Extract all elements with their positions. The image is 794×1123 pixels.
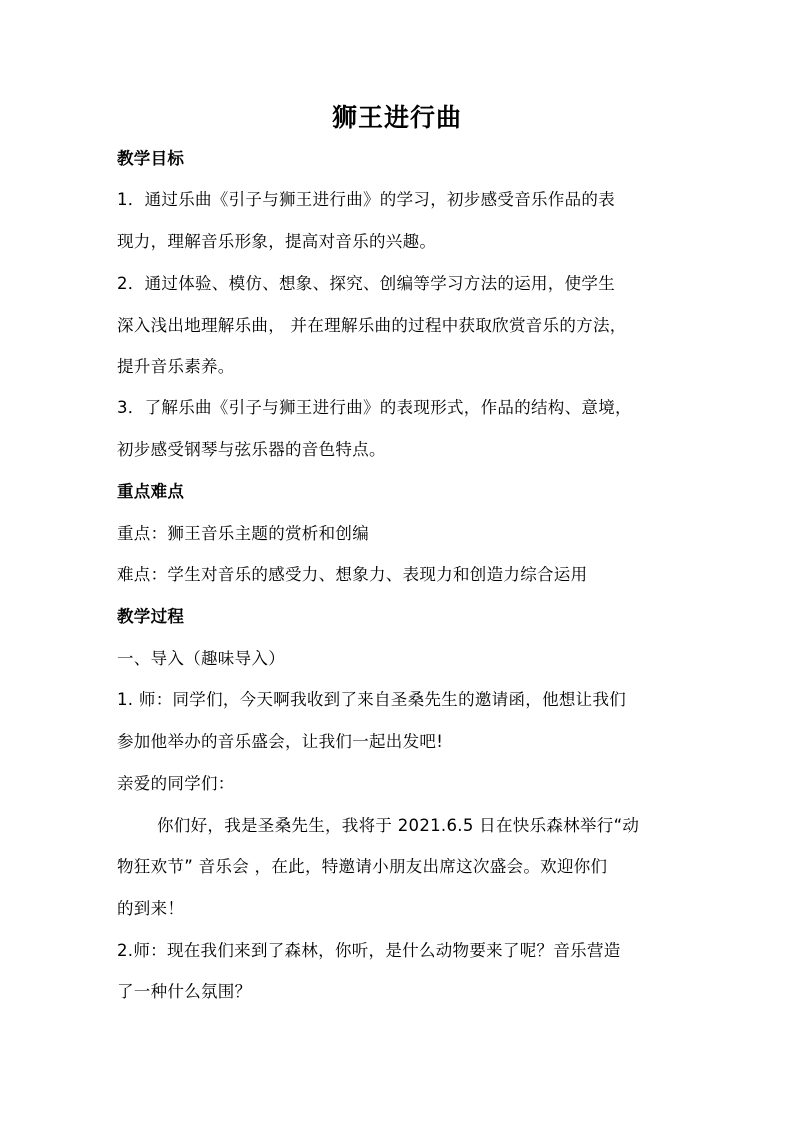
section-heading-process: 教学过程 [117,607,185,626]
objective-line: 深入浅出地理解乐曲， 并在理解乐曲的过程中获取欣赏音乐的方法， [117,316,627,335]
process-line: 1. 师：同学们，今天啊我收到了来自圣桑先生的邀请函，他想让我们 [117,690,627,709]
process-line: 一、导入（趣味导入） [117,649,285,668]
objective-line: 2．通过体验、模仿、想象、探究、创编等学习方法的运用，使学生 [117,274,615,293]
letter-greeting: 亲爱的同学们： [117,774,235,793]
key-point-line: 重点：狮王音乐主题的赏析和创编 [117,524,369,543]
letter-body-line: 物狂欢节” 音乐会 ，在此，特邀请小朋友出席这次盛会。欢迎你们 [117,857,608,876]
process-line: 2.师：现在我们来到了森林，你听，是什么动物要来了呢？音乐营造 [117,941,621,960]
objective-line: 初步感受钢琴与弦乐器的音色特点。 [117,440,386,459]
process-line: 参加他举办的音乐盛会，让我们一起出发吧! [117,732,444,751]
objective-line: 现力，理解音乐形象，提高对音乐的兴趣。 [117,232,437,251]
objective-line: 1．通过乐曲《引子与狮王进行曲》的学习，初步感受音乐作品的表 [117,190,615,209]
difficulty-line: 难点：学生对音乐的感受力、想象力、表现力和创造力综合运用 [117,565,588,584]
objective-line: 提升音乐素养。 [117,357,235,376]
section-heading-key-points: 重点难点 [117,482,185,501]
letter-body-line: 的到来！ [117,899,185,918]
section-heading-objectives: 教学目标 [117,149,185,168]
objective-line: 3．了解乐曲《引子与狮王进行曲》的表现形式，作品的结构、意境， [117,398,632,417]
document-title: 狮王进行曲 [331,103,462,132]
process-line: 了一种什么氛围？ [117,982,252,1001]
letter-body-line: 你们好，我是圣桑先生，我将于 2021.6.5 日在快乐森林举行“动 [157,816,640,835]
